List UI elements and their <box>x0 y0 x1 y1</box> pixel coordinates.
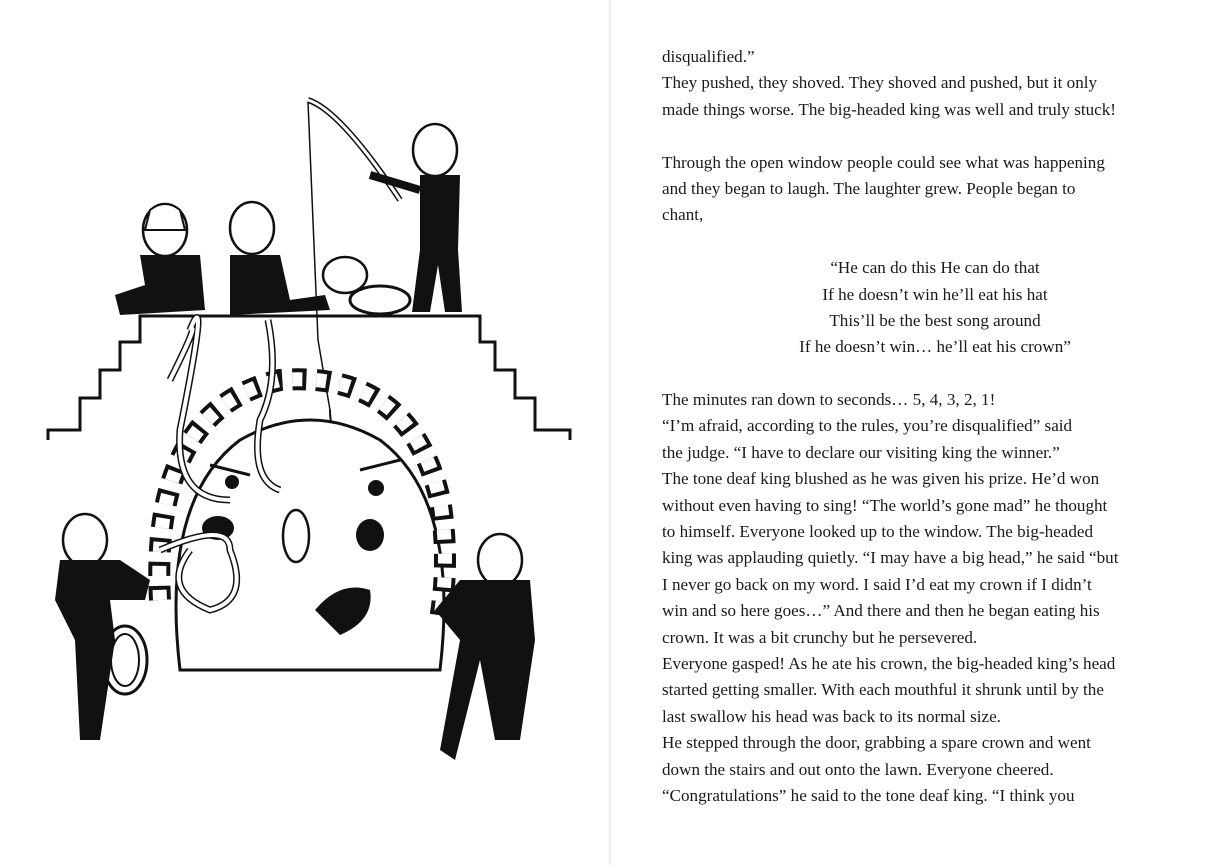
paragraph-break <box>662 229 1182 255</box>
text-line: the judge. “I have to declare our visiting king the winner.” <box>662 442 1060 462</box>
fishing-rod <box>308 100 400 200</box>
nose <box>283 510 309 562</box>
chant-line: If he doesn’t win… he’ll eat his crown” <box>799 337 1071 357</box>
right-page <box>611 0 1223 865</box>
left-page <box>0 0 609 865</box>
text-line: disqualified.” <box>662 47 755 66</box>
chant-line: If he doesn’t win he’ll eat his hat <box>822 284 1048 304</box>
text-line: They pushed, they shoved. They shoved and pushed, but it only <box>662 73 1098 93</box>
fishing-line <box>308 102 330 410</box>
chant-line: “He can do this He can do that <box>830 258 1040 278</box>
text-line: win and so here goes…” And there and then he began eating his <box>662 601 1100 621</box>
text-line: The tone deaf king blushed as he was given his prize. He’d won <box>662 469 1100 489</box>
paragraph-break <box>662 361 1182 387</box>
text-line: king was applauding quietly. “I may have a big head,” he said “but <box>662 548 1119 568</box>
text-line: He stepped through the door, grabbing a spare crown and went <box>662 733 1091 753</box>
text-line: chant, <box>662 205 704 225</box>
right-eye <box>368 480 384 496</box>
text-line: “Congratulations” he said to the tone deaf king. “I think you <box>662 785 1075 805</box>
figure-fisher <box>370 124 462 312</box>
big-headed-king-stuck-illustration <box>40 80 580 780</box>
text-line: Everyone gasped! As he ate his crown, the big-headed king’s head <box>662 653 1116 673</box>
right-cheek <box>356 519 384 551</box>
text-line: last swallow his head was back to its normal size. <box>662 706 1001 726</box>
text-line: down the stairs and out onto the lawn. Everyone cheered. <box>662 759 1054 779</box>
text-line: Through the open window people could see what was happening <box>662 152 1105 172</box>
figure-bottom-left <box>55 514 150 740</box>
text-line: without even having to sing! “The world’s gone mad” he thought <box>662 495 1108 515</box>
text-line: crown. It was a bit crunchy but he persevered. <box>662 627 978 647</box>
figure-top-left <box>115 204 205 315</box>
paragraph-break <box>662 123 1182 149</box>
text-line: to himself. Everyone looked up to the window. The big-headed <box>662 522 1094 542</box>
text-line: I never go back on my word. I said I’d eat my crown if I didn’t <box>662 574 1092 594</box>
story-text <box>662 44 1182 809</box>
text-line: and they began to laugh. The laughter grew. People began to <box>662 178 1076 198</box>
giant-head <box>176 420 444 670</box>
cat <box>323 257 367 293</box>
text-line: “I’m afraid, according to the rules, you’re disqualified” said <box>662 416 1073 436</box>
figure-bottom-right <box>435 534 535 760</box>
text-line: made things worse. The big-headed king was well and truly stuck! <box>662 99 1116 119</box>
text-line: started getting smaller. With each mouthful it shrunk until by the <box>662 680 1104 700</box>
left-eye <box>225 475 239 489</box>
text-line: The minutes ran down to seconds… 5, 4, 3, 2, 1! <box>662 390 996 410</box>
chant-line: This’ll be the best song around <box>829 310 1041 330</box>
